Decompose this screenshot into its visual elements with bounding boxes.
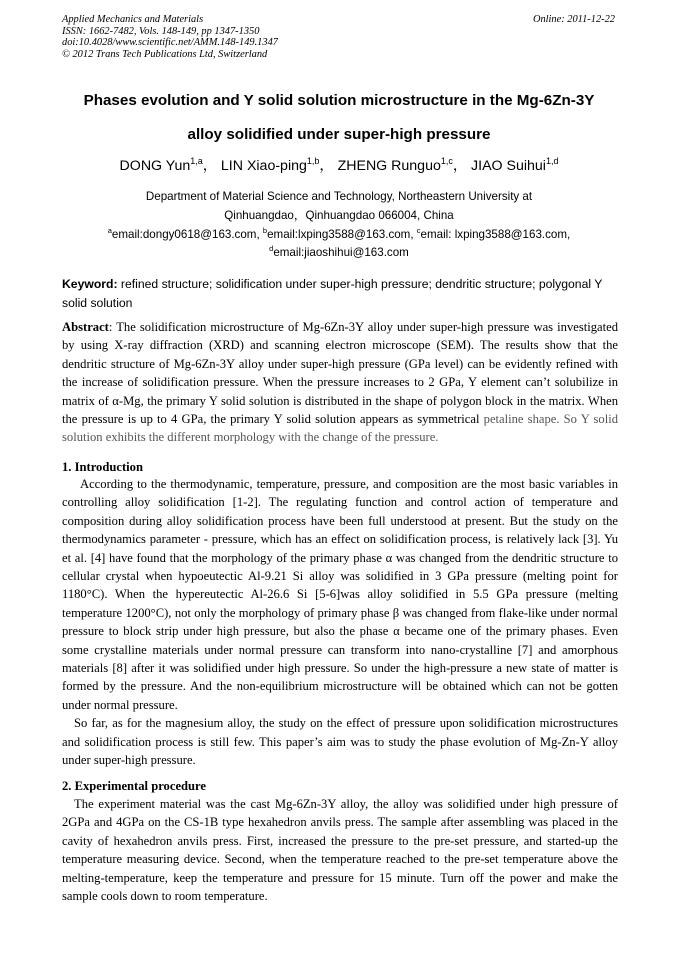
intro-paragraph-1: According to the thermodynamic, temperature, pressure, and composition are the most basic variables in controlling alloy solidification [1-2]. The regulating function and control action of temperature and composition during alloy solidification process have been full understood at present. But the study on the thermodynamics parameter - pressure, which has an effect on solidification process, is relatively lack [3]. Yu et al. [4] have found that the morphology of the primary phase α was changed from the dendritic structure to cellular crystal when hypoeutectic Al-9.21 Si alloy was solidified in 3 GPa pressure (melting point for 1180°C). When the hypereutectic Al-26.6 Si [5-6]was alloy solidified in 5.5 GPa pressure (melting temperature 1200°C), not only the morphology of primary phase β was changed from flake-like under normal pressure to block strip under high pressure, but also the phase α became one of the primary phases. Even some crystalline materials under normal pressure can transform into nano-crystalline [7] and amorphous materials [8] after it was solidified under high pressure. So under the high-pressure a new state of matter is formed by the pressure. And the non-equilibrium microstructure will be obtained which can not be gotten under normal pressure.	[62, 477, 618, 712]
abstract-text: : The solidification microstructure of Mg-6Zn-3Y alloy under super-high pressure was investigated by using X-ray diffraction (XRD) and scanning electron microscope (SEM). The results show that the dendritic structure of Mg-6Zn-3Y alloy under super-high pressure (GPa level) can be evidently refined with the increase of solidification pressure. When the pressure increases to 2 GPa, Y element can’t solubilize in matrix of α-Mg, the primary Y solid solution is distributed in the shape of polygon block in the matrix. When the pressure is up to 4 GPa, the primary Y solid solution appears as symmetrical	[62, 320, 618, 427]
section-heading-experimental: 2. Experimental procedure	[62, 779, 206, 793]
author-affil-mark: 1,d	[545, 156, 559, 166]
author-affil-mark: 1,c	[440, 156, 453, 166]
email-line-2	[30, 246, 648, 260]
abstract-label: Abstract	[62, 320, 109, 334]
author-name: DONG Yun	[119, 158, 191, 174]
email-mark: c	[416, 226, 421, 235]
affiliation-line-1: Department of Material Science and Technology, Northeastern University at	[145, 190, 533, 203]
intro-paragraph-2: So far, as for the magnesium alloy, the study on the effect of pressure upon solidification microstructures and solidification process is still few. This paper’s aim was to study the phase evolution of Mg-Zn-Y alloy under super-high pressure.	[62, 716, 618, 768]
journal-name: Applied Mechanics and Materials	[62, 14, 204, 25]
doi-line: doi:10.4028/www.scientific.net/AMM.148-149.1347	[62, 37, 278, 49]
email-mark: b	[262, 226, 268, 235]
affiliation-line-2: Qinhuangdao，Qinhuangdao 066004, China	[224, 209, 454, 222]
experimental-body	[62, 795, 618, 905]
email-text: email:jiaoshihui@163.com	[273, 246, 409, 259]
keywords-text: refined structure; solidification under super-high pressure; dendritic structure; polygonal Y solid solution	[62, 277, 603, 310]
author-separator: ，	[452, 158, 468, 174]
keywords	[62, 275, 618, 313]
author-name: LIN Xiao-ping	[220, 158, 307, 174]
email-text: email: lxping3588@163.com,	[420, 228, 571, 241]
email-text: email:dongy0618@163.com,	[111, 228, 263, 241]
online-date: Online: 2011-12-22	[532, 14, 615, 25]
author-separator: ，	[319, 158, 334, 174]
paper-title-line-2: alloy solidified under super-high pressure	[187, 126, 491, 143]
copyright-line: © 2012 Trans Tech Publications Ltd, Switzerland	[62, 48, 268, 60]
author-name: JIAO Suihui	[471, 158, 546, 174]
author-separator: ，	[202, 158, 217, 174]
abstract-text-grey: petaline shape. So Y solid solution exhibits the different morphology with the change of the pressure.	[62, 412, 618, 445]
email-line	[30, 228, 648, 242]
email-text: email:lxping3588@163.com,	[267, 228, 417, 241]
email-mark: d	[269, 244, 274, 253]
exp-paragraph-1: The experiment material was the cast Mg-6Zn-3Y alloy, the alloy was solidified under high pressure of 2GPa and 4GPa on the CS-1B type hexahedron anvils press. The sample after assembling was placed in the cavity of hexahedron anvils press. First, increased the pressure to the pre-set pressure, and started-up the temperature measuring device. Second, when the temperature reached to the pre-set temperature above the melting-temperature, keep the temperature and pressure for 15 minute. Turn off the power and make the sample cools down to room temperature.	[62, 797, 618, 904]
keywords-label: Keyword:	[62, 277, 118, 291]
introduction-body	[62, 475, 618, 770]
journal-header	[62, 14, 618, 60]
author-name: ZHENG Runguo	[337, 158, 441, 174]
issn-line: ISSN: 1662-7482, Vols. 148-149, pp 1347-1350	[62, 25, 260, 37]
paper-title-line-1: Phases evolution and Y solid solution microstructure in the Mg-6Zn-3Y	[83, 92, 595, 109]
abstract	[62, 318, 618, 447]
author-affil-mark: 1,b	[306, 156, 320, 166]
email-mark: a	[107, 226, 112, 235]
author-affil-mark: 1,a	[190, 156, 203, 166]
section-heading-introduction: 1. Introduction	[62, 460, 143, 474]
author-list	[30, 157, 648, 175]
